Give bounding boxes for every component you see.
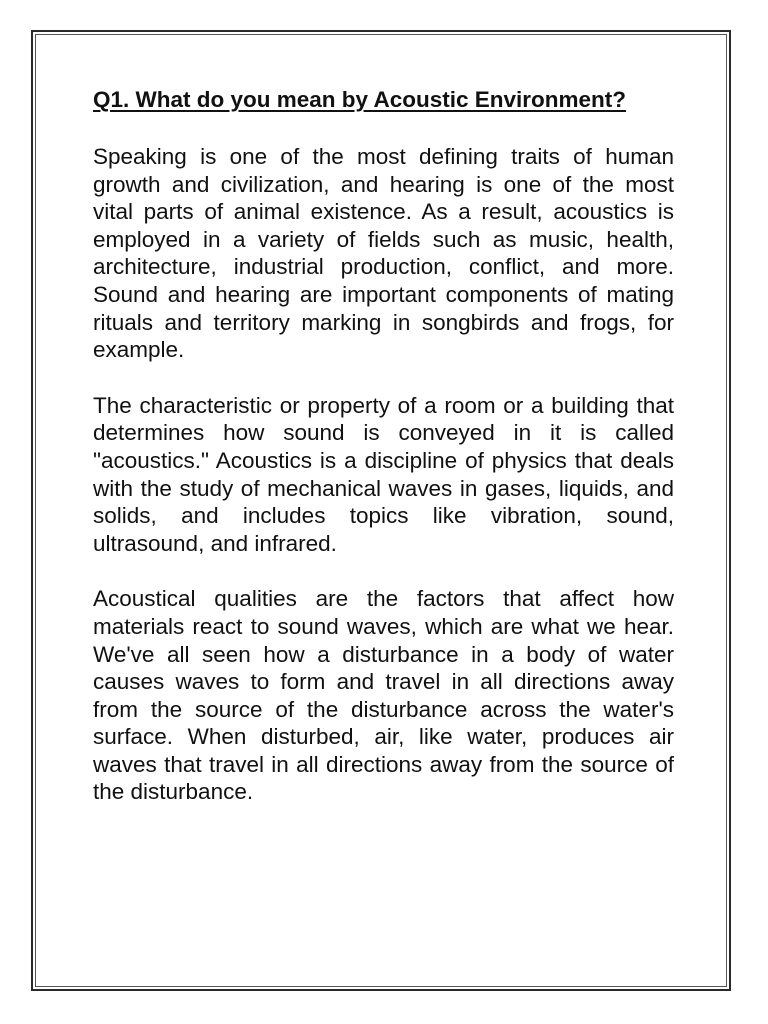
paragraph-3: Acoustical qualities are the factors that affect how materials react to sound waves, which are what we hear. We've all seen how a disturbance in a body of water causes waves to form and travel in all directions away from the source of the disturbance across the water's surface. When disturbed, air, like water, produces air waves that travel in all directions away from the source of the disturbance.: [93, 586, 674, 805]
paragraph-1: Speaking is one of the most defining traits of human growth and civilization, and hearing is one of the most vital parts of animal existence. As a result, acoustics is employed in a variety of fields such as music, health, architecture, industrial production, conflict, and more. Sound and hearing are important components of mating rituals and territory marking in songbirds and frogs, for example.: [93, 144, 674, 363]
document-body: [93, 86, 674, 834]
question-heading: Q1. What do you mean by Acoustic Environment?: [93, 87, 626, 112]
paragraph-2: The characteristic or property of a room or a building that determines how sound is conveyed in it is called "acoustics." Acoustics is a discipline of physics that deals with the study of mechanical waves in gases, liquids, and solids, and includes topics like vibration, sound, ultrasound, and infrared.: [93, 392, 674, 556]
